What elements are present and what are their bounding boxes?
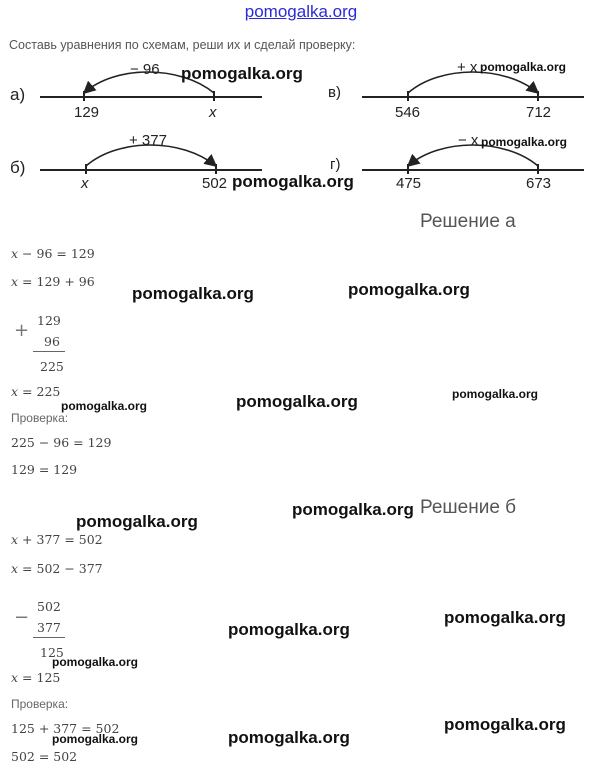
scheme-v-label: в) (328, 84, 341, 101)
scheme-a-label: а) (10, 85, 26, 104)
solution-a-answer: x = 225 (11, 384, 61, 399)
watermark: pomogalka.org (61, 399, 148, 413)
solution-b-check-1: 125 + 377 = 502 (11, 721, 120, 736)
solution-b-check-2: 502 = 502 (11, 749, 78, 764)
solution-a-col-result: 225 (40, 359, 64, 374)
solution-a-heading: Решение а (420, 211, 516, 232)
top-watermark-link[interactable]: pomogalka.org (244, 2, 358, 21)
scheme-g-op: − x (458, 132, 479, 149)
watermark: pomogalka.org (52, 732, 139, 746)
watermark: pomogalka.org (348, 280, 470, 299)
solution-a-equation-2: x = 129 + 96 (11, 274, 95, 289)
watermark: pomogalka.org (132, 284, 254, 303)
watermark: pomogalka.org (181, 64, 303, 83)
watermark: pomogalka.org (292, 500, 414, 519)
watermark: pomogalka.org (452, 387, 539, 401)
watermark: pomogalka.org (52, 655, 139, 669)
scheme-v-right: 712 (526, 104, 552, 121)
scheme-g-left: 475 (396, 175, 422, 192)
solution-a-col-rule (33, 351, 65, 352)
solution-b-col-rule (33, 637, 65, 638)
solution-a-equation-1: x − 96 = 129 (11, 246, 95, 261)
watermark: pomogalka.org (481, 135, 568, 149)
solution-b-col-top: 502 (37, 599, 61, 614)
watermark: pomogalka.org (228, 620, 350, 639)
solution-b-heading: Решение б (420, 497, 517, 518)
task-text: Составь уравнения по схемам, реши их и сделай проверку: (9, 38, 356, 52)
watermark: pomogalka.org (444, 715, 566, 734)
watermark: pomogalka.org (76, 512, 198, 531)
scheme-b-left: x (81, 175, 89, 192)
solution-b-col-bottom: 377 (37, 620, 61, 635)
watermark: pomogalka.org (232, 172, 354, 191)
scheme-a-op: − 96 (130, 61, 160, 78)
solution-a-plus-sign: + (14, 320, 30, 341)
scheme-b-right: 502 (202, 175, 228, 192)
scheme-g-label: г) (330, 156, 341, 173)
watermark: pomogalka.org (480, 60, 567, 74)
scheme-a-right: x (209, 104, 217, 121)
watermark: pomogalka.org (444, 608, 566, 627)
scheme-b-label: б) (10, 158, 26, 177)
solution-b-minus-sign: − (14, 607, 30, 628)
scheme-v-left: 546 (395, 104, 421, 121)
watermark: pomogalka.org (228, 728, 350, 747)
solution-a-check-label: Проверка: (11, 411, 69, 425)
solution-b-equation-2: x = 502 − 377 (11, 561, 103, 576)
scheme-a-left: 129 (74, 104, 100, 121)
scheme-v-op: + x (457, 59, 478, 76)
solution-b-answer: x = 125 (11, 670, 61, 685)
solution-b-check-label: Проверка: (11, 697, 69, 711)
solution-a-check-2: 129 = 129 (11, 462, 78, 477)
scheme-g-right: 673 (526, 175, 552, 192)
solution-b-col-result: 125 (40, 645, 64, 660)
solution-b-equation-1: x + 377 = 502 (11, 532, 103, 547)
solution-a-col-top: 129 (37, 313, 61, 328)
solution-a-col-bottom: 96 (44, 334, 60, 349)
scheme-b-op: + 377 (129, 132, 167, 149)
watermark: pomogalka.org (236, 392, 358, 411)
solution-a-check-1: 225 − 96 = 129 (11, 435, 112, 450)
